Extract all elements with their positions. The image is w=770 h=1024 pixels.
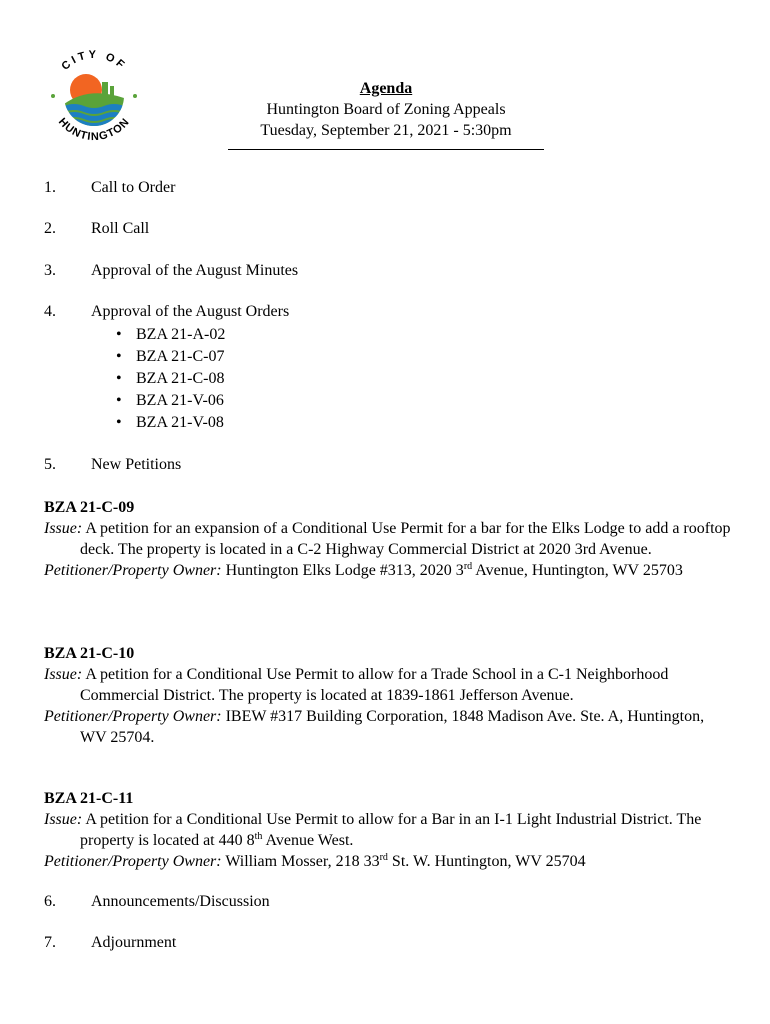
petition-issue: Issue: A petition for a Conditional Use Permit to allow for a Trade School in a C-1 Neighborhood Commercial District. The property is located at 1839-1861 Jefferson Avenue. — [44, 666, 669, 704]
list-item: • BZA 21-C-07 — [116, 346, 225, 368]
petition-bza-21-c-09 — [44, 497, 734, 581]
agenda-header — [228, 78, 544, 150]
agenda-item-august-minutes: 3. Approval of the August Minutes — [44, 262, 299, 279]
agenda-item-adjournment: 7. Adjournment — [44, 934, 177, 951]
header-divider — [228, 149, 544, 150]
august-orders-list — [116, 324, 225, 434]
petition-owner: Petitioner/Property Owner: Huntington Elks Lodge #313, 2020 3rd Avenue, Huntington, WV 25703 — [44, 561, 683, 579]
logo-ring-bottom-text: HUNTINGTON — [55, 115, 133, 144]
city-logo — [44, 46, 144, 146]
list-item: • BZA 21-V-08 — [116, 412, 225, 434]
agenda-item-august-orders: 4. Approval of the August Orders — [44, 303, 290, 320]
petition-id: BZA 21-C-11 — [44, 790, 134, 807]
agenda-item-announcements: 6. Announcements/Discussion — [44, 893, 270, 910]
petition-bza-21-c-10 — [44, 643, 734, 748]
agenda-title: Agenda — [359, 80, 413, 97]
logo-ring-top-text: CITY OF — [59, 48, 129, 73]
list-item: • BZA 21-V-06 — [116, 390, 225, 412]
board-name: Huntington Board of Zoning Appeals — [266, 101, 506, 118]
petition-bza-21-c-11 — [44, 788, 734, 872]
agenda-item-call-to-order: 1. Call to Order — [44, 179, 176, 196]
meeting-date: Tuesday, September 21, 2021 - 5:30pm — [260, 122, 512, 139]
agenda-item-roll-call: 2. Roll Call — [44, 220, 150, 237]
petition-owner: Petitioner/Property Owner: William Mosser, 218 33rd St. W. Huntington, WV 25704 — [44, 852, 586, 870]
list-item: • BZA 21-A-02 — [116, 324, 225, 346]
petition-id: BZA 21-C-09 — [44, 499, 135, 516]
agenda-item-new-petitions: 5. New Petitions — [44, 456, 182, 473]
petition-id: BZA 21-C-10 — [44, 645, 135, 662]
city-seal-icon — [44, 46, 144, 146]
petition-owner: Petitioner/Property Owner: IBEW #317 Building Corporation, 1848 Madison Ave. Ste. A, Huntington, WV 25704. — [44, 708, 705, 746]
petition-issue: Issue: A petition for an expansion of a Conditional Use Permit for a bar for the Elks Lodge to add a rooftop deck. The property is located in a C-2 Highway Commercial District at 2020 3rd Avenue. — [44, 520, 731, 558]
petition-issue: Issue: A petition for a Conditional Use Permit to allow for a Bar in an I-1 Light Industrial District. The property is located at 440 8th Avenue West. — [44, 811, 702, 849]
list-item: • BZA 21-C-08 — [116, 368, 225, 390]
